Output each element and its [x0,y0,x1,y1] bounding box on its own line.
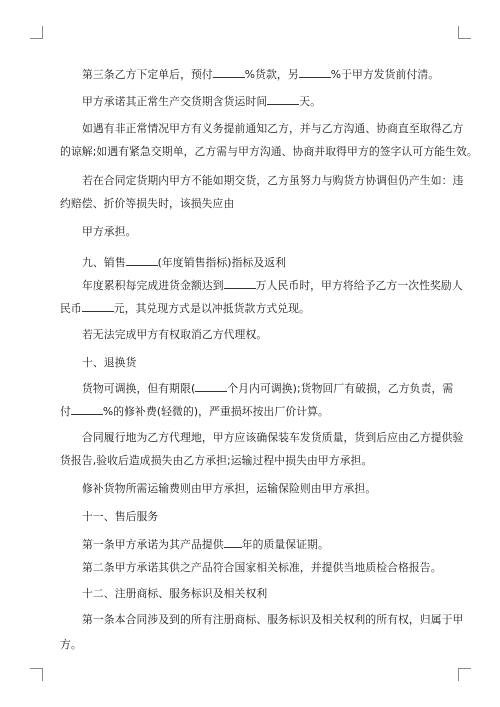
paragraph-late-delivery-line1: 若在合同定货期内甲方不能如期交货，乙方虽努力与购货方协调但仍产生如：违 [82,174,464,187]
section-ten-heading: 十、退换货 [82,356,137,369]
paragraph-prepayment: 第三条乙方下定单后，预付 %货款，另 %于甲方发货前付清。 [82,68,440,81]
paragraph-party-a-bears: 甲方承担。 [82,225,137,238]
crop-mark-top-right [458,26,471,39]
paragraph-sales-reward-line1: 年度累积每完成进货金额达到 万人民币时，甲方将给予乙方一次性奖励人 [82,279,463,292]
section-nine-heading: 九、销售 (年度销售指标)指标及返利 [82,256,287,269]
paragraph-place-of-performance-line2: 货报告,验收后造成损失由乙方承担;运输过程中损失由甲方承担。 [60,454,373,467]
crop-mark-bottom-right [458,668,471,681]
section-twelve-heading: 十二、注册商标、服务标识及相关权利 [82,587,268,600]
paragraph-quality-standard: 第二条甲方承诺其供之产品符合国家相关标准，并提供当地质检合格报告。 [82,561,442,574]
paragraph-late-delivery-line2: 约赔偿、折价等损失时，该损失应由 [60,197,235,210]
blank-field[interactable] [195,380,227,392]
blank-field[interactable] [224,536,242,548]
blank-field[interactable] [213,66,245,78]
crop-mark-bottom-left [30,668,43,681]
section-eleven-heading: 十一、售后服务 [82,510,159,523]
blank-field[interactable] [224,277,256,289]
paragraph-exchange-line1: 货物可调换，但有期限( 个月内可调换);货物回厂有破损，乙方负责，需 [82,382,454,395]
paragraph-place-of-performance-line1: 合同履行地为乙方代理地，甲方应该确保装车发货质量，货到后应由乙方提供验 [82,431,464,444]
blank-field[interactable] [126,254,158,266]
paragraph-trademark-line2: 方。 [60,638,82,651]
paragraph-delivery-time: 甲方承诺其正常生产交货期含货运时间 天。 [82,95,322,108]
paragraph-trademark-line1: 第一条本合同涉及到的所有注册商标、服务标识及相关权利的所有权，归属于甲 [82,613,464,626]
blank-field[interactable] [71,403,103,415]
paragraph-repair-freight: 修补货物所需运输费则由甲方承担，运输保险则由甲方承担。 [82,482,377,495]
blank-field[interactable] [82,300,114,312]
paragraph-cancel-agency: 若无法完成甲方有权取消乙方代理权。 [82,328,268,341]
blank-field[interactable] [267,93,299,105]
crop-mark-top-left [30,26,43,39]
paragraph-warranty: 第一条甲方承诺为其产品提供 年的质量保证期。 [82,538,329,551]
paragraph-exchange-line2: 付 %的修补费(轻微的)，严重损坏按出厂价计算。 [60,405,329,418]
blank-field[interactable] [299,66,331,78]
paragraph-sales-reward-line2: 民币 元，其兑现方式是以冲抵货款方式兑现。 [60,302,310,315]
paragraph-abnormal-line2: 的谅解;如遇有紧急交期单，乙方需与甲方沟通、协商并取得甲方的签字认可方能生效。 [60,145,478,158]
paragraph-abnormal-line1: 如遇有非正常情况甲方有义务提前通知乙方，并与乙方沟通、协商直至取得乙方 [82,122,464,135]
